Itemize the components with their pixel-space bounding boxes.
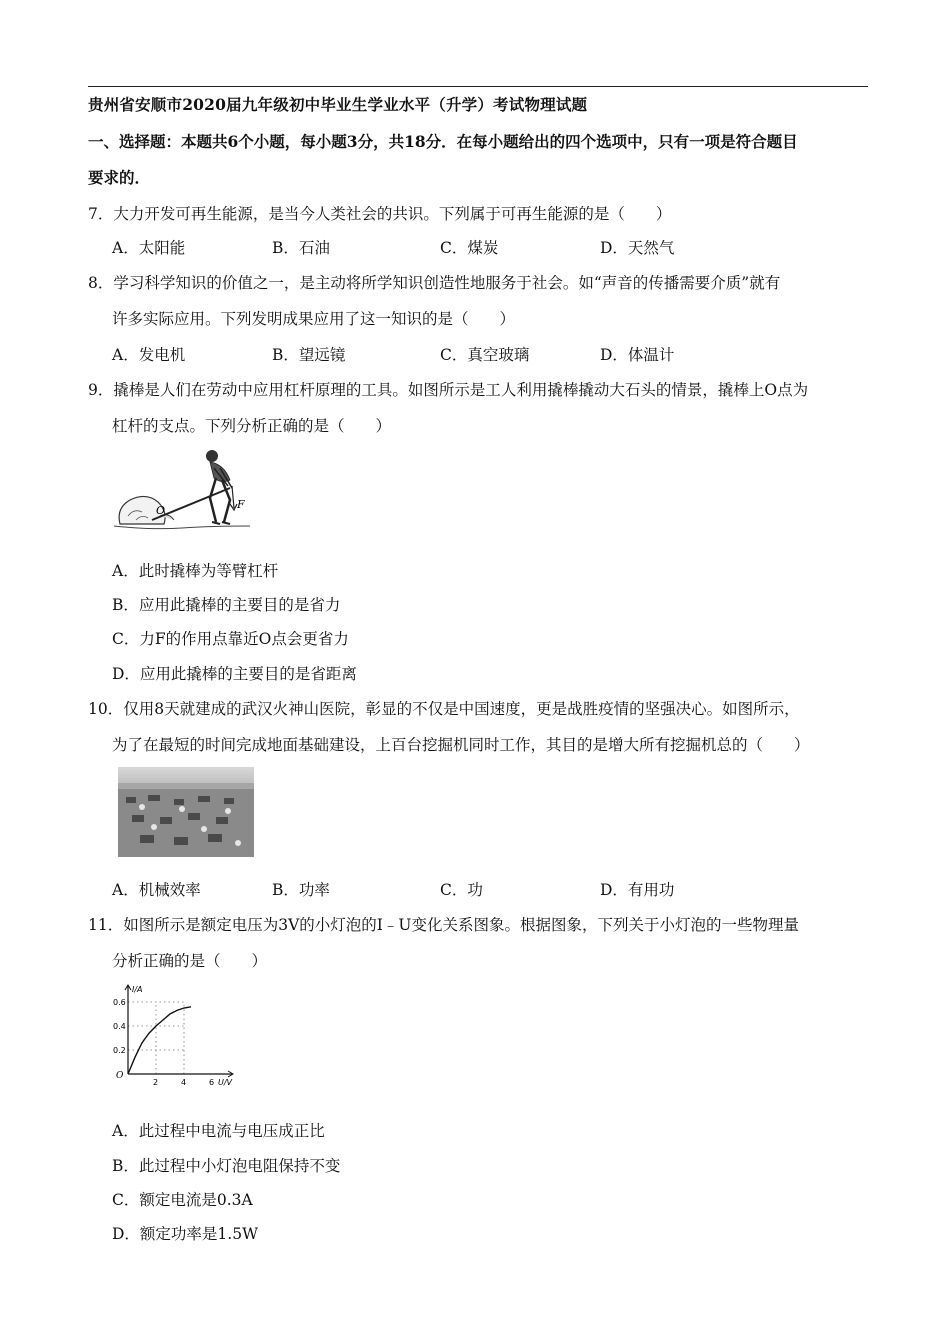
y-axis-label: I/A bbox=[132, 985, 143, 994]
question-8-option-d[interactable]: D．体温计 bbox=[600, 346, 675, 364]
x-tick-label: 2 bbox=[153, 1078, 159, 1087]
document-title: 贵州省安顺市2020届九年级初中毕业生学业水平（升学）考试物理试题 bbox=[88, 95, 588, 114]
question-9-text-line2: 杠杆的支点。下列分析正确的是（ ） bbox=[112, 417, 392, 435]
question-7-option-b[interactable]: B．石油 bbox=[272, 239, 330, 257]
question-11-option-b[interactable]: B．此过程中小灯泡电阻保持不变 bbox=[112, 1157, 341, 1175]
header-rule bbox=[88, 86, 868, 87]
excavator-site-photo bbox=[118, 767, 254, 857]
origin-label: O bbox=[116, 1071, 124, 1081]
fulcrum-label-o: O bbox=[156, 504, 166, 517]
question-7-option-c[interactable]: C．煤炭 bbox=[440, 239, 499, 257]
y-tick-label: 0.2 bbox=[113, 1046, 126, 1055]
question-10-option-c[interactable]: C．功 bbox=[440, 881, 483, 899]
question-8-text-line1: 8．学习科学知识的价值之一，是主动将所学知识创造性地服务于社会。如“声音的传播需要介质”就有 bbox=[88, 274, 781, 292]
question-8-option-b[interactable]: B．望远镜 bbox=[272, 346, 346, 364]
question-9-option-b[interactable]: B．应用此撬棒的主要目的是省力 bbox=[112, 596, 341, 614]
question-10-text-line2: 为了在最短的时间完成地面基础建设，上百台挖掘机同时工作，其目的是增大所有挖掘机总的（ ） bbox=[112, 736, 810, 754]
y-tick-label: 0.6 bbox=[113, 998, 126, 1007]
x-tick-label: 4 bbox=[181, 1078, 187, 1087]
x-axis-label: U/V bbox=[218, 1078, 233, 1087]
question-10-option-b[interactable]: B．功率 bbox=[272, 881, 330, 899]
question-10-option-d[interactable]: D．有用功 bbox=[600, 881, 675, 899]
question-11-text-line2: 分析正确的是（ ） bbox=[112, 952, 268, 970]
section-heading-line2: 要求的． bbox=[88, 168, 151, 187]
question-9-option-a[interactable]: A．此时撬棒为等臂杠杆 bbox=[112, 562, 279, 580]
question-11-option-a[interactable]: A．此过程中电流与电压成正比 bbox=[112, 1122, 325, 1140]
question-8-option-a[interactable]: A．发电机 bbox=[112, 346, 186, 364]
question-9-option-c[interactable]: C．力F的作用点靠近O点会更省力 bbox=[112, 630, 349, 648]
x-tick-label: 6 bbox=[209, 1078, 215, 1087]
section-heading-line1: 一、选择题：本题共6个小题，每小题3分，共18分．在每小题给出的四个选项中，只有一项是符合题目 bbox=[88, 132, 798, 151]
iu-curve bbox=[128, 1007, 191, 1074]
question-11-option-c[interactable]: C．额定电流是0.3A bbox=[112, 1191, 253, 1209]
lever-worker-figure bbox=[112, 442, 252, 534]
iu-graph bbox=[112, 982, 242, 1087]
question-8-text-line2: 许多实际应用。下列发明成果应用了这一知识的是（ ） bbox=[112, 310, 516, 328]
question-7-text: 7．大力开发可再生能源，是当今人类社会的共识。下列属于可再生能源的是（ ） bbox=[88, 205, 672, 223]
force-label-f: F bbox=[237, 498, 245, 511]
question-11-option-d[interactable]: D．额定功率是1.5W bbox=[112, 1225, 259, 1243]
question-7-option-d[interactable]: D．天然气 bbox=[600, 239, 675, 257]
question-9-option-d[interactable]: D．应用此撬棒的主要目的是省距离 bbox=[112, 665, 357, 683]
question-10-text-line1: 10．仅用8天就建成的武汉火神山医院，彰显的不仅是中国速度，更是战胜疫情的坚强决心。如图所示， bbox=[88, 700, 800, 718]
question-10-option-a[interactable]: A．机械效率 bbox=[112, 881, 201, 899]
question-7-option-a[interactable]: A．太阳能 bbox=[112, 239, 186, 257]
question-9-text-line1: 9．撬棒是人们在劳动中应用杠杆原理的工具。如图所示是工人利用撬棒撬动大石头的情景，撬棒上O点为 bbox=[88, 381, 809, 399]
y-tick-label: 0.4 bbox=[113, 1022, 126, 1031]
question-8-option-c[interactable]: C．真空玻璃 bbox=[440, 346, 530, 364]
question-11-text-line1: 11．如图所示是额定电压为3V的小灯泡的I﹣U变化关系图象。根据图象，下列关于小灯泡的一些物理量 bbox=[88, 916, 799, 934]
